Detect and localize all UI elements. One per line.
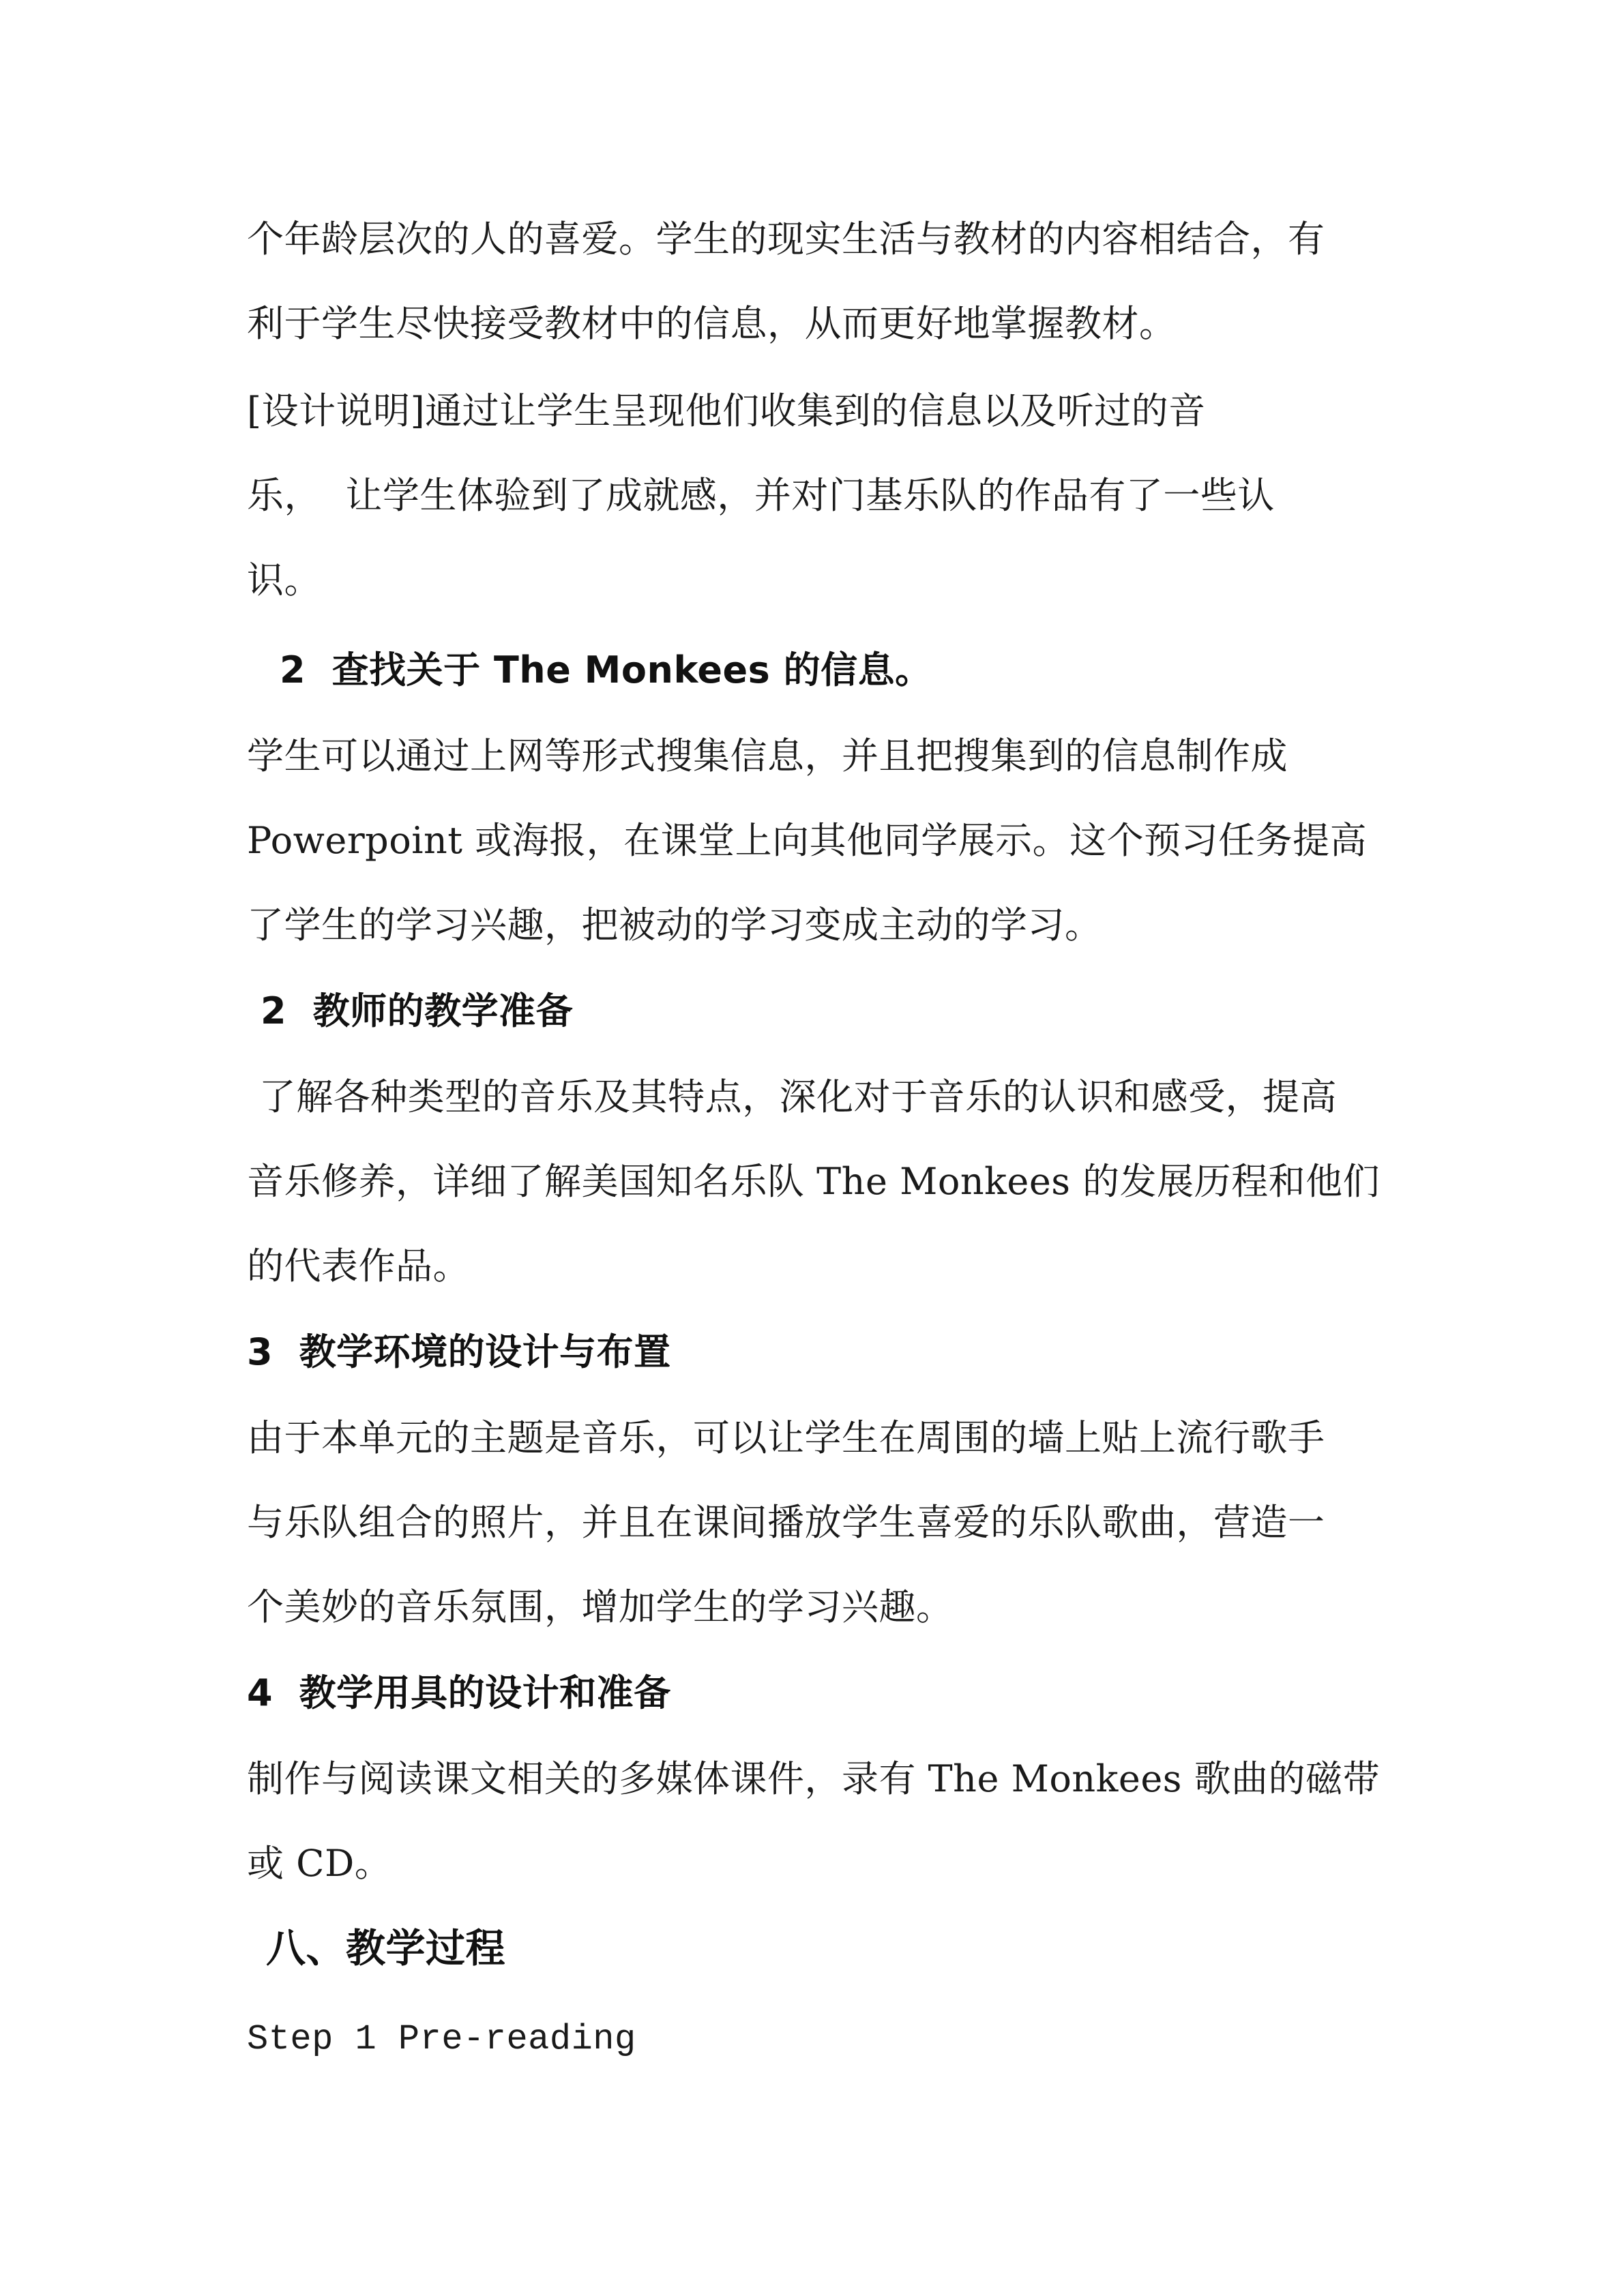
subheading-search-info: 2 查找关于 The Monkees 的信息。 (280, 648, 932, 691)
paragraph-line: 学生可以通过上网等形式搜集信息，并且把搜集到的信息制作成 (247, 734, 1288, 777)
subheading-tools: 4 教学用具的设计和准备 (247, 1671, 671, 1714)
paragraph-line: 了学生的学习兴趣，把被动的学习变成主动的学习。 (247, 904, 1102, 946)
paragraph-line: 由于本单元的主题是音乐，可以让学生在周围的墙上贴上流行歌手 (247, 1416, 1325, 1459)
paragraph-line: 利于学生尽快接受教材中的信息，从而更好地掌握教材。 (247, 302, 1177, 345)
section-heading: 八、教学过程 (266, 1925, 506, 1971)
subheading-environment: 3 教学环境的设计与布置 (247, 1330, 671, 1373)
paragraph-line: Powerpoint 或海报，在课堂上向其他同学展示。这个预习任务提高 (247, 819, 1368, 862)
step-heading: Step 1 Pre-reading (247, 2019, 636, 2059)
paragraph-line: 个年龄层次的人的喜爱。学生的现实生活与教材的内容相结合，有 (247, 218, 1325, 260)
design-note-line: [设计说明]通过让学生呈现他们收集到的信息以及听过的音 (247, 389, 1206, 432)
paragraph-line: 或 CD。 (247, 1842, 392, 1885)
paragraph-line: 制作与阅读课文相关的多媒体课件，录有 The Monkees 歌曲的磁带 (247, 1757, 1381, 1800)
paragraph-line: 音乐修养，详细了解美国知名乐队 The Monkees 的发展历程和他们 (247, 1160, 1381, 1203)
design-note-line: 乐， 让学生体验到了成就感，并对门基乐队的作品有了一些认 (247, 474, 1275, 517)
paragraph-line: 了解各种类型的音乐及其特点，深化对于音乐的认识和感受，提高 (247, 1075, 1338, 1118)
subheading-teacher-prep: 2 教师的教学准备 (261, 989, 574, 1032)
design-note-line: 识。 (247, 558, 321, 601)
paragraph-line: 与乐队组合的照片，并且在课间播放学生喜爱的乐队歌曲，营造一 (247, 1501, 1325, 1544)
paragraph-line: 个美妙的音乐氛围，增加学生的学习兴趣。 (247, 1585, 954, 1628)
paragraph-line: 的代表作品。 (247, 1244, 470, 1287)
